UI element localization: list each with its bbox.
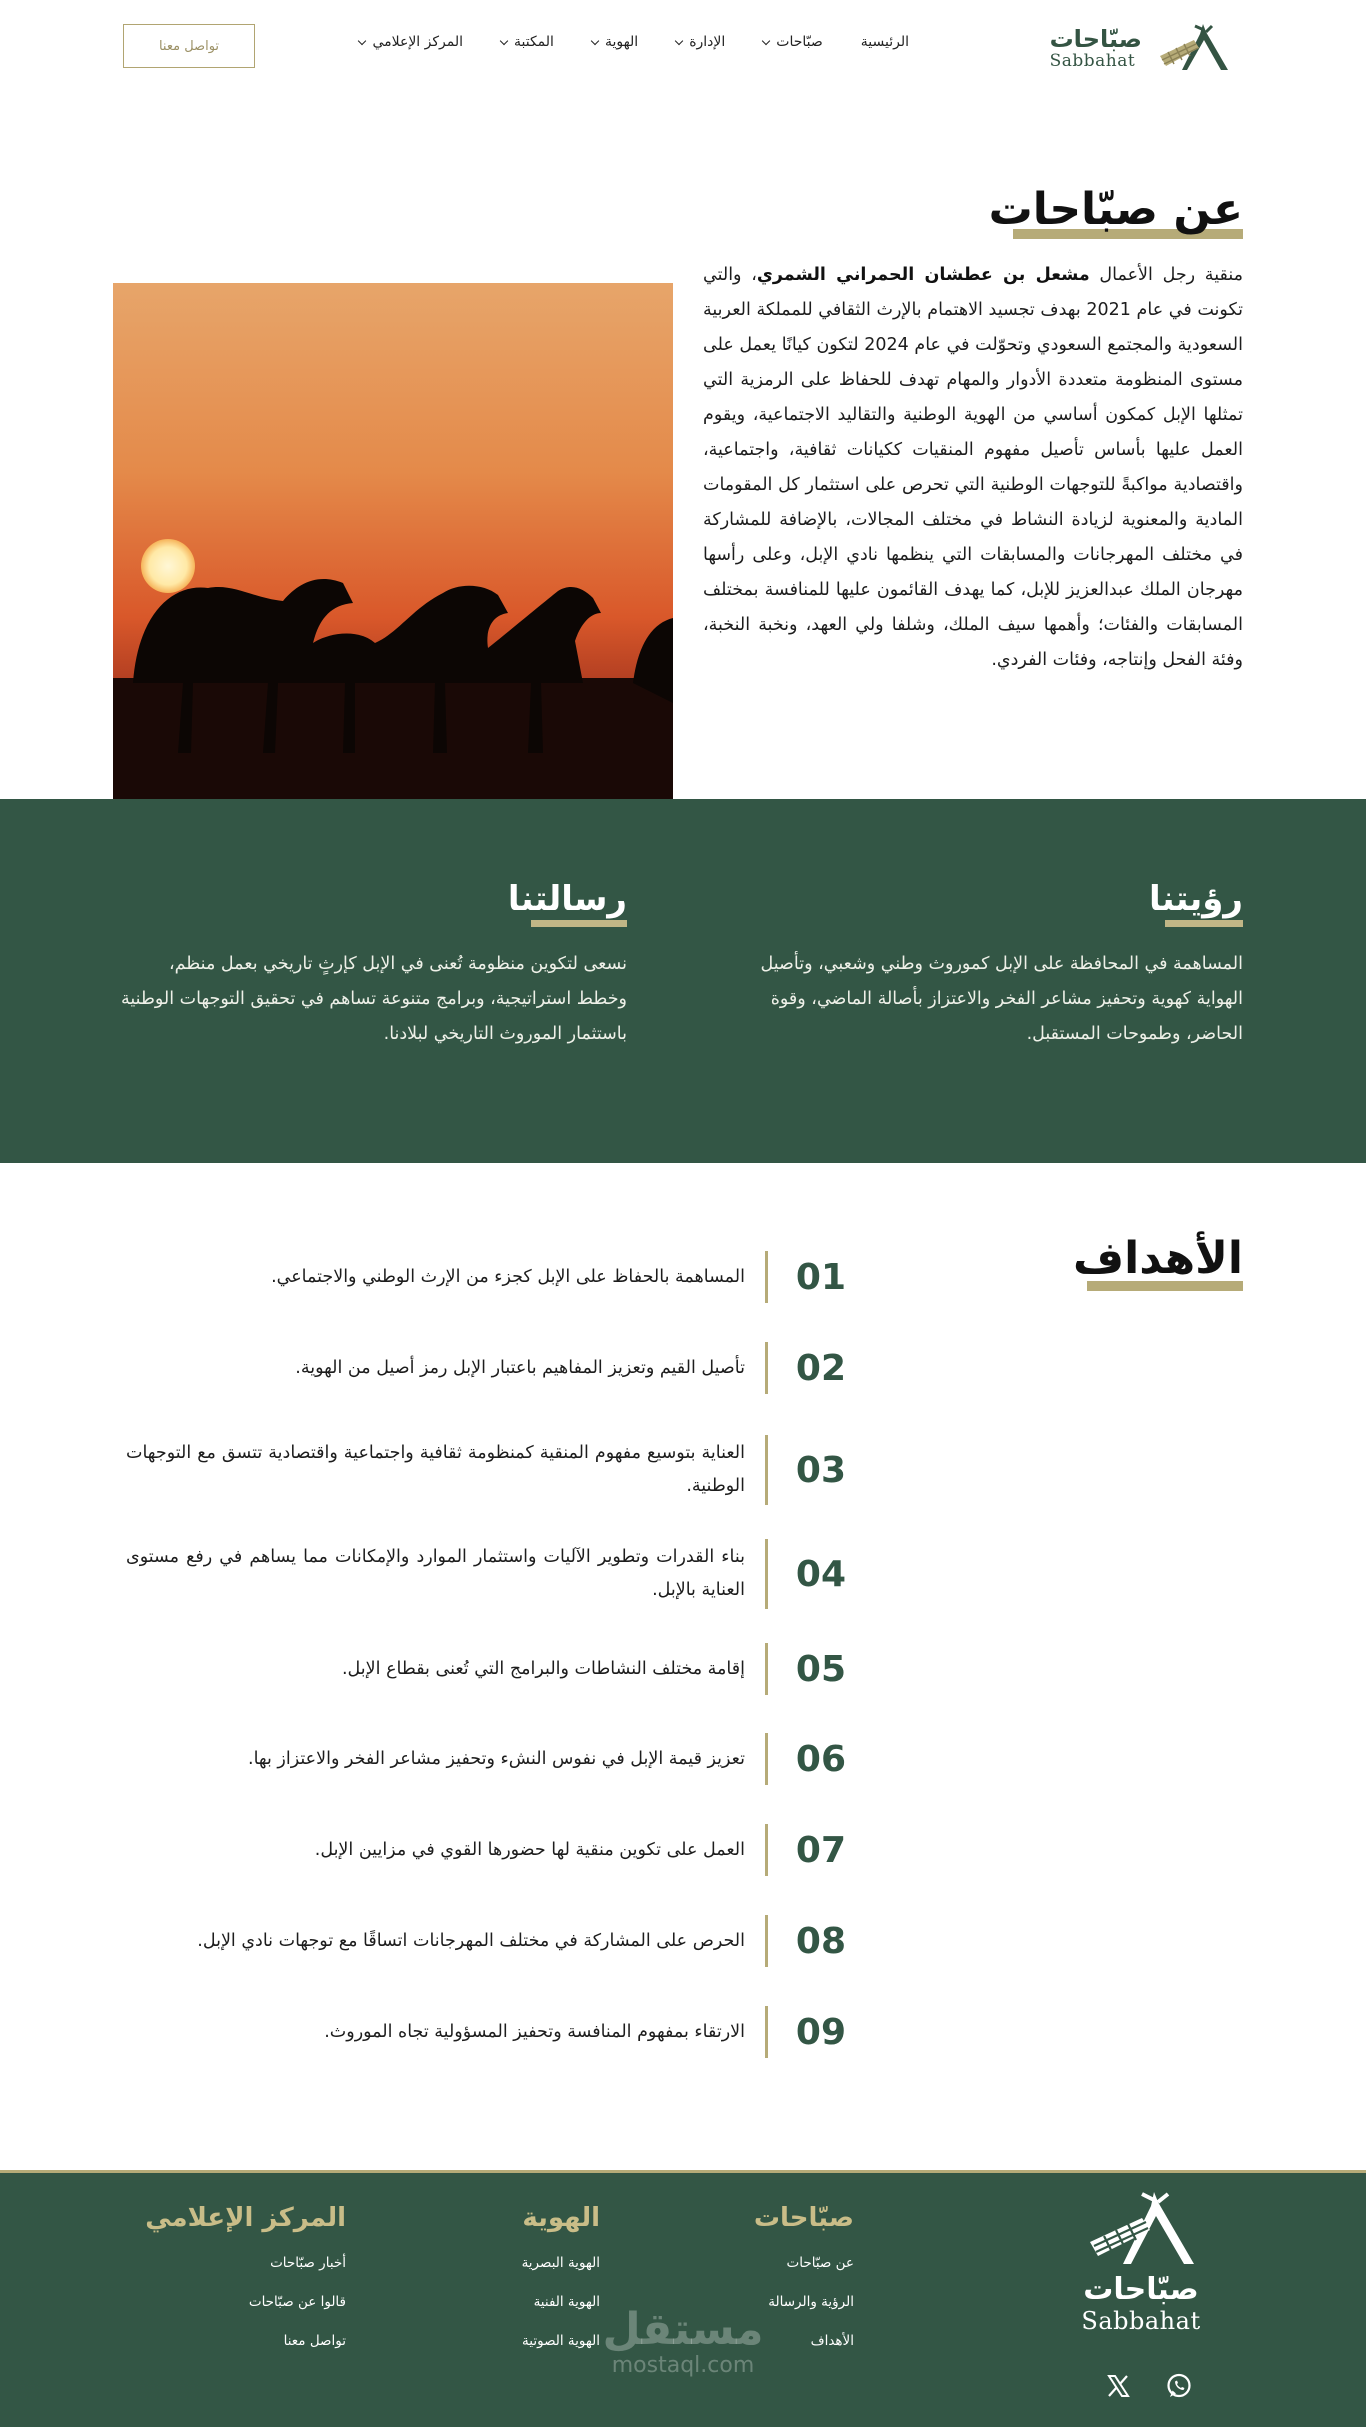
goal-text: تعزيز قيمة الإبل في نفوس النشء وتحفيز مشاعر الفخر والاعتزاز بها. <box>248 1748 745 1769</box>
goal-item <box>126 1643 846 1695</box>
goal-number: 01 <box>795 1256 846 1298</box>
footer-logo[interactable] <box>1071 2190 1211 2335</box>
site-footer <box>0 2170 1366 2427</box>
goal-number: 09 <box>795 2011 846 2053</box>
footer-link-artistic-identity[interactable]: الهوية الفنية <box>533 2294 600 2310</box>
goal-text: العمل على تكوين منقية لها حضورها القوي في مزايين الإبل. <box>314 1839 745 1860</box>
x-icon <box>1104 2372 1132 2400</box>
tent-logo-icon <box>1148 22 1238 74</box>
mission-title-underline <box>531 920 627 927</box>
tent-logo-icon <box>1076 2190 1206 2266</box>
goal-divider <box>765 1824 768 1876</box>
goal-divider <box>765 1539 768 1609</box>
goal-item <box>126 1915 846 1967</box>
goal-number: 03 <box>795 1449 846 1491</box>
footer-logo-arabic: صبّاحات <box>1083 2272 1199 2307</box>
main-nav <box>321 34 909 50</box>
mostaql-watermark <box>600 2304 766 2378</box>
nav-identity-label: الهوية <box>604 34 639 50</box>
about-text-rest: ، والتي تكونت في عام 2021 بهدف تجسيد الاهتمام بالإرث الثقافي للمملكة العربية السعودية والمجتمع السعودي وتحوّلت في عام 2024 لتكون كيانًا يعمل على مستوى المنظومة متعددة الأدوار والمهام تهدف للحفاظ على الرمزية التي تمثلها الإبل كمكون أساسي من الهوية الوطنية والتقاليد الاجتماعية، ويقوم العمل عليها بأساس تأصيل مفهوم المنقيات ككيانات ثقافية، واجتماعية، واقتصادية مواكبةً للتوجهات الوطنية التي تحرص على استثمار كل المقومات المادية والمعنوية لزيادة النشاط في مختلف المجالات، بالإضافة للمشاركة في مختلف المهرجانات والمسابقات التي ينظمها نادي الإبل، وعلى رأسها مهرجان الملك عبدالعزيز للإبل، كما يهدف القائمون عليها للمنافسة بمختلف المسابقات والفئات؛ وأهمها سيف الملك، وشلفا ولي العهد، ونخبة النخبة، وفئة الفحل وإنتاجه، وفئات الفردي. <box>703 265 1244 670</box>
nav-identity[interactable] <box>592 34 638 50</box>
footer-link-goals[interactable]: الأهداف <box>810 2333 854 2349</box>
goal-item <box>126 1342 846 1394</box>
mission-title: رسالتنا <box>507 879 627 919</box>
goal-text: إقامة مختلف النشاطات والبرامج التي تُعنى بقطاع الإبل. <box>341 1658 745 1679</box>
footer-link-visual-identity[interactable]: الهوية البصرية <box>521 2255 600 2271</box>
watermark-arabic: مستقل <box>602 2304 764 2355</box>
footer-col-identity <box>522 2203 600 2372</box>
logo-text <box>1049 24 1142 71</box>
watermark-english: mostaql.com <box>611 2353 755 2378</box>
footer-logo-english: Sabbahat <box>1081 2307 1201 2335</box>
nav-sabbahat[interactable] <box>763 34 822 50</box>
nav-management-label: الإدارة <box>689 34 726 50</box>
about-paragraph <box>703 258 1243 678</box>
chevron-down-icon <box>500 36 508 44</box>
whatsapp-icon <box>1165 2372 1193 2400</box>
owner-name: مشعل بن عطشان الحمراني الشمري <box>756 265 1090 285</box>
goal-divider <box>765 1251 768 1303</box>
goal-number: 05 <box>795 1648 846 1690</box>
logo-english: Sabbahat <box>1049 50 1136 71</box>
footer-col-title: المركز الإعلامي <box>145 2203 346 2233</box>
nav-home-label: الرئيسية <box>860 34 909 50</box>
nav-media-center[interactable] <box>359 34 463 50</box>
camels-sunset-image <box>113 283 673 822</box>
chevron-down-icon <box>762 36 770 44</box>
about-title: عن صبّاحات <box>988 184 1243 235</box>
footer-link-contact[interactable]: تواصل معنا <box>283 2333 346 2349</box>
about-section <box>0 92 1366 799</box>
vision-title: رؤيتنا <box>1149 879 1243 919</box>
goal-divider <box>765 1733 768 1785</box>
goal-divider <box>765 1643 768 1695</box>
footer-col-sabbahat <box>754 2203 854 2372</box>
goals-section <box>0 1163 1366 2170</box>
about-text-start: منقية رجل الأعمال <box>1089 265 1243 285</box>
goal-divider <box>765 1915 768 1967</box>
chevron-down-icon <box>591 36 599 44</box>
site-header <box>0 0 1366 92</box>
sunset-camels-illustration <box>113 283 673 822</box>
goal-text: الحرص على المشاركة في مختلف المهرجانات اتساقًا مع توجهات نادي الإبل. <box>197 1930 745 1951</box>
nav-home[interactable] <box>861 34 909 50</box>
goal-item <box>126 1435 846 1505</box>
goal-item <box>126 1733 846 1785</box>
goal-divider <box>765 2006 768 2058</box>
footer-link-vision-mission[interactable]: الرؤية والرسالة <box>768 2294 854 2310</box>
chevron-down-icon <box>358 36 366 44</box>
footer-link-news[interactable]: أخبار صبّاحات <box>270 2255 346 2271</box>
goals-title: الأهداف <box>1073 1233 1243 1284</box>
goal-item <box>126 1539 846 1609</box>
goal-number: 07 <box>795 1829 846 1871</box>
goal-text: الارتقاء بمفهوم المنافسة وتحفيز المسؤولية تجاه الموروث. <box>324 2021 745 2042</box>
goal-divider <box>765 1435 768 1505</box>
vision-mission-section <box>0 799 1366 1163</box>
mission-text: نسعى لتكوين منظومة تُعنى في الإبل كإرثٍ تاريخي بعمل منظم، وخطط استراتيجية، وبرامج متنوعة تساهم في تحقيق التوجهات الوطنية باستثمار الموروث التاريخي لبلادنا. <box>121 954 627 1044</box>
goal-number: 02 <box>795 1347 846 1389</box>
nav-library-label: المكتبة <box>514 34 554 50</box>
x-link[interactable] <box>1104 2372 1132 2404</box>
nav-management[interactable] <box>676 34 725 50</box>
goal-item <box>126 1824 846 1876</box>
vision-title-underline <box>1165 920 1243 927</box>
footer-link-audio-identity[interactable]: الهوية الصوتية <box>522 2333 600 2349</box>
site-logo[interactable] <box>1050 22 1238 74</box>
footer-link-about[interactable]: عن صبّاحات <box>786 2255 854 2271</box>
goal-number: 08 <box>795 1920 846 1962</box>
nav-library[interactable] <box>501 34 554 50</box>
contact-us-button[interactable]: تواصل معنا <box>123 24 255 68</box>
goal-divider <box>765 1342 768 1394</box>
goal-item <box>126 2006 846 2058</box>
logo-arabic: صبّاحات <box>1049 24 1142 53</box>
vision-text: المساهمة في المحافظة على الإبل كموروث وطني وشعبي، وتأصيل الهواية كهوية وتحفيز مشاعر الفخر والاعتزاز بأصالة الماضي، وقوة الحاضر، وطموحات المستقبل. <box>760 954 1243 1044</box>
whatsapp-link[interactable] <box>1165 2372 1193 2404</box>
goal-text: تأصيل القيم وتعزيز المفاهيم باعتبار الإبل رمز أصيل من الهوية. <box>295 1357 745 1378</box>
nav-sabbahat-label: صبّاحات <box>776 34 823 50</box>
goal-item <box>126 1251 846 1303</box>
footer-col-media <box>145 2203 346 2372</box>
goal-text: بناء القدرات وتطوير الآليات واستثمار الموارد والإمكانات مما يساهم في رفع مستوى العناية بالإبل. <box>126 1547 745 1600</box>
goal-number: 06 <box>795 1738 846 1780</box>
goal-text: المساهمة بالحفاظ على الإبل كجزء من الإرث الوطني والاجتماعي. <box>271 1266 745 1287</box>
goal-text: العناية بتوسيع مفهوم المنقية كمنظومة ثقافية واجتماعية واقتصادية تتسق مع التوجهات الوطنية. <box>126 1443 745 1496</box>
goal-number: 04 <box>795 1553 846 1595</box>
nav-media-center-label: المركز الإعلامي <box>372 34 463 50</box>
footer-link-testimonials[interactable]: قالوا عن صبّاحات <box>248 2294 346 2310</box>
chevron-down-icon <box>675 36 683 44</box>
footer-col-title: صبّاحات <box>753 2203 854 2233</box>
footer-col-title: الهوية <box>522 2203 600 2233</box>
